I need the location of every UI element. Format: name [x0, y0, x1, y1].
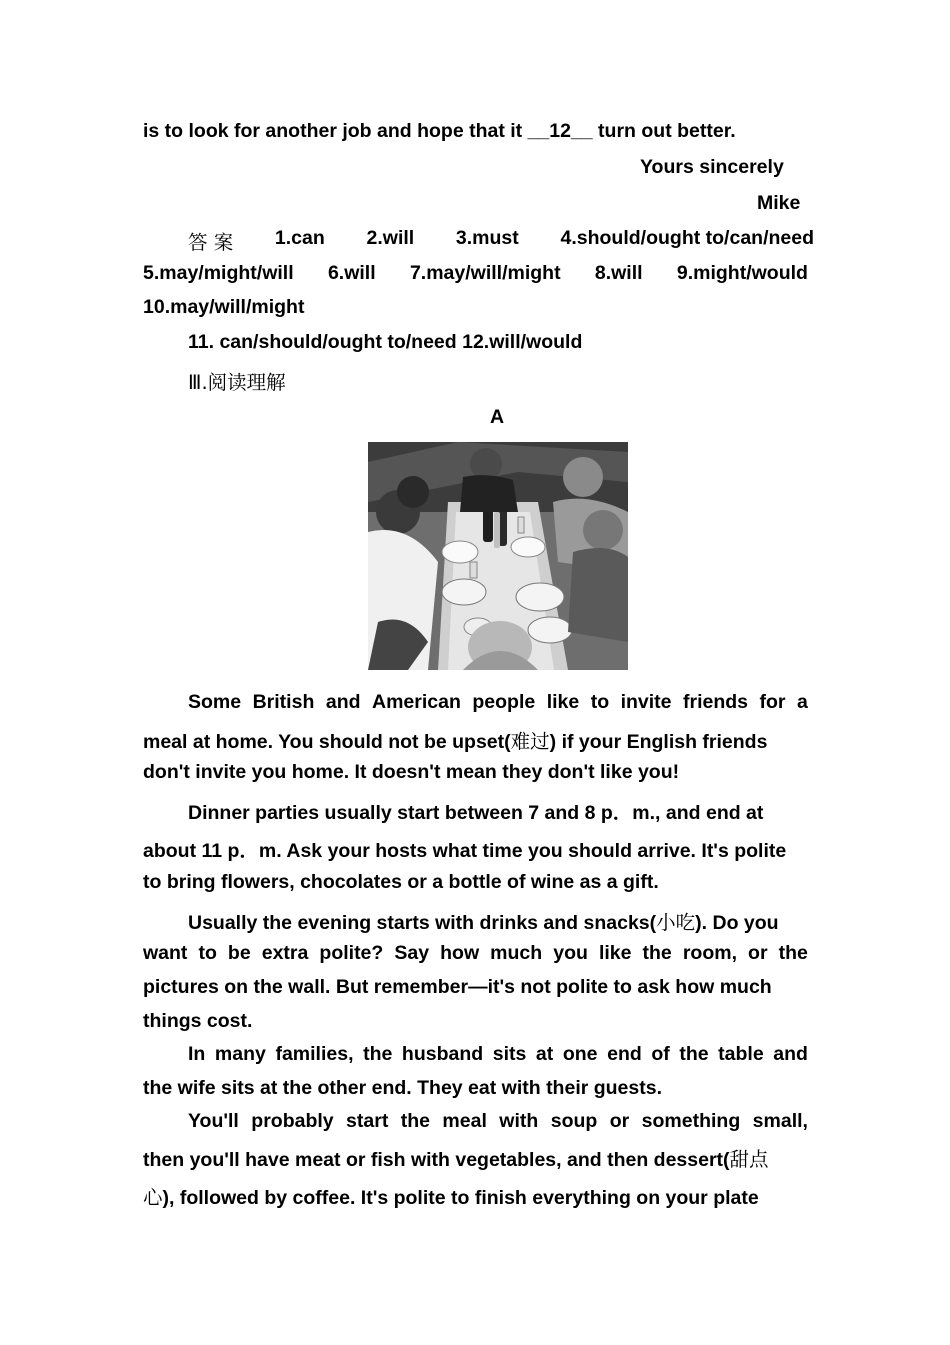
word: a	[797, 691, 808, 713]
word: for	[759, 691, 786, 713]
word: soup	[550, 1110, 598, 1132]
paragraph-2-line-1: Dinner parties usually start between 7 and 8 p．m., and end at	[188, 802, 764, 824]
passage-title: A	[489, 406, 505, 428]
paragraph-3-line-1	[188, 907, 779, 935]
answer-item: 7.may/will/might	[409, 262, 561, 284]
paragraph-5-line-1	[188, 1110, 808, 1133]
word: meal	[442, 1110, 487, 1132]
paragraph-2-line-2: about 11 p．m. Ask your hosts what time you should arrive. It's polite	[143, 840, 787, 862]
chinese-gloss: 甜点	[729, 1148, 769, 1171]
answer-item: 5.may/might/will	[143, 262, 294, 284]
paragraph-2-line-3: to bring flowers, chocolates or a bottle of wine as a gift.	[143, 871, 659, 893]
paragraph-5-line-2	[143, 1144, 769, 1172]
chinese-gloss: 小吃	[656, 911, 696, 934]
word: one	[562, 1043, 598, 1065]
word: start	[346, 1110, 389, 1132]
word: small,	[752, 1110, 808, 1132]
paragraph-4-line-2: the wife sits at the other end. They eat with their guests.	[143, 1077, 663, 1099]
word: to	[590, 691, 610, 713]
word: like	[598, 942, 632, 964]
paragraph-1-line-1	[188, 691, 808, 714]
word: room,	[682, 942, 737, 964]
answer-item: 1.can	[274, 227, 325, 249]
word: much	[490, 942, 543, 964]
word: probably	[251, 1110, 334, 1132]
paragraph-3-line-2	[143, 942, 808, 965]
word: the	[778, 942, 808, 964]
chinese-gloss: 心	[143, 1186, 163, 1209]
word: sits	[492, 1043, 527, 1065]
word: like	[546, 691, 580, 713]
letter-line-12: is to look for another job and hope that it __12__ turn out better.	[143, 120, 736, 142]
word: table	[718, 1043, 764, 1065]
answer-item: 6.will	[327, 262, 376, 284]
text-run: ), followed by coffee. It's polite to finish everything on your plate	[162, 1187, 759, 1209]
answers-row-4: 11. can/should/ought to/need 12.will/would	[188, 331, 583, 353]
word: Say	[394, 942, 430, 964]
word: and	[773, 1043, 808, 1065]
answers-row-1	[188, 227, 814, 255]
word: the	[400, 1110, 430, 1132]
word: or	[609, 1110, 630, 1132]
word: British	[252, 691, 315, 713]
paragraph-1-line-2	[143, 726, 767, 754]
answer-item: 3.must	[455, 227, 519, 249]
paragraph-3-line-4: things cost.	[143, 1010, 253, 1032]
answers-label: 答 案	[188, 231, 234, 254]
word: friends	[683, 691, 749, 713]
text-run: meal at home. You should not be upset(	[143, 731, 511, 753]
word: extra	[261, 942, 309, 964]
word: the	[363, 1043, 393, 1065]
word: You'll	[188, 1110, 239, 1132]
word: be	[227, 942, 251, 964]
word: many	[214, 1043, 266, 1065]
word: of	[651, 1043, 670, 1065]
word: the	[679, 1043, 709, 1065]
word: American	[372, 691, 461, 713]
paragraph-3-line-3: pictures on the wall. But remember—it's not polite to ask how much	[143, 976, 772, 998]
word: and	[325, 691, 361, 713]
text-run: ). Do you	[695, 912, 779, 934]
word: you	[553, 942, 588, 964]
paragraph-4-line-1	[188, 1043, 808, 1066]
letter-signature: Mike	[757, 192, 801, 214]
dinner-party-photo	[368, 442, 628, 670]
word: want	[143, 942, 188, 964]
answer-item: 2.will	[366, 227, 415, 249]
word: end	[607, 1043, 642, 1065]
word: invite	[620, 691, 672, 713]
word: the	[642, 942, 672, 964]
answer-item: 8.will	[594, 262, 643, 284]
paragraph-1-line-3: don't invite you home. It doesn't mean they don't like you!	[143, 761, 680, 783]
word: how	[440, 942, 480, 964]
word: polite?	[319, 942, 384, 964]
word: husband	[401, 1043, 484, 1065]
word: something	[641, 1110, 741, 1132]
word: with	[499, 1110, 539, 1132]
answers-row-2	[143, 262, 808, 285]
word: or	[748, 942, 768, 964]
answers-row-3: 10.may/will/might	[143, 296, 305, 318]
text-run: Usually the evening starts with drinks and snacks(	[188, 912, 657, 934]
letter-closing: Yours sincerely	[640, 156, 784, 178]
answer-item: 9.might/would	[676, 262, 808, 284]
chinese-gloss: 难过	[510, 730, 550, 753]
paragraph-5-line-3	[143, 1182, 759, 1210]
answer-item: 4.should/ought to/can/need	[560, 227, 814, 249]
word: families,	[275, 1043, 354, 1065]
text-run: ) if your English friends	[549, 731, 768, 753]
section-heading: Ⅲ.阅读理解	[188, 371, 286, 394]
word: Some	[188, 691, 242, 713]
word: people	[472, 691, 536, 713]
text-run: then you'll have meat or fish with vegetables, and then dessert(	[143, 1149, 730, 1171]
word: to	[198, 942, 217, 964]
word: In	[188, 1043, 206, 1065]
word: at	[535, 1043, 554, 1065]
